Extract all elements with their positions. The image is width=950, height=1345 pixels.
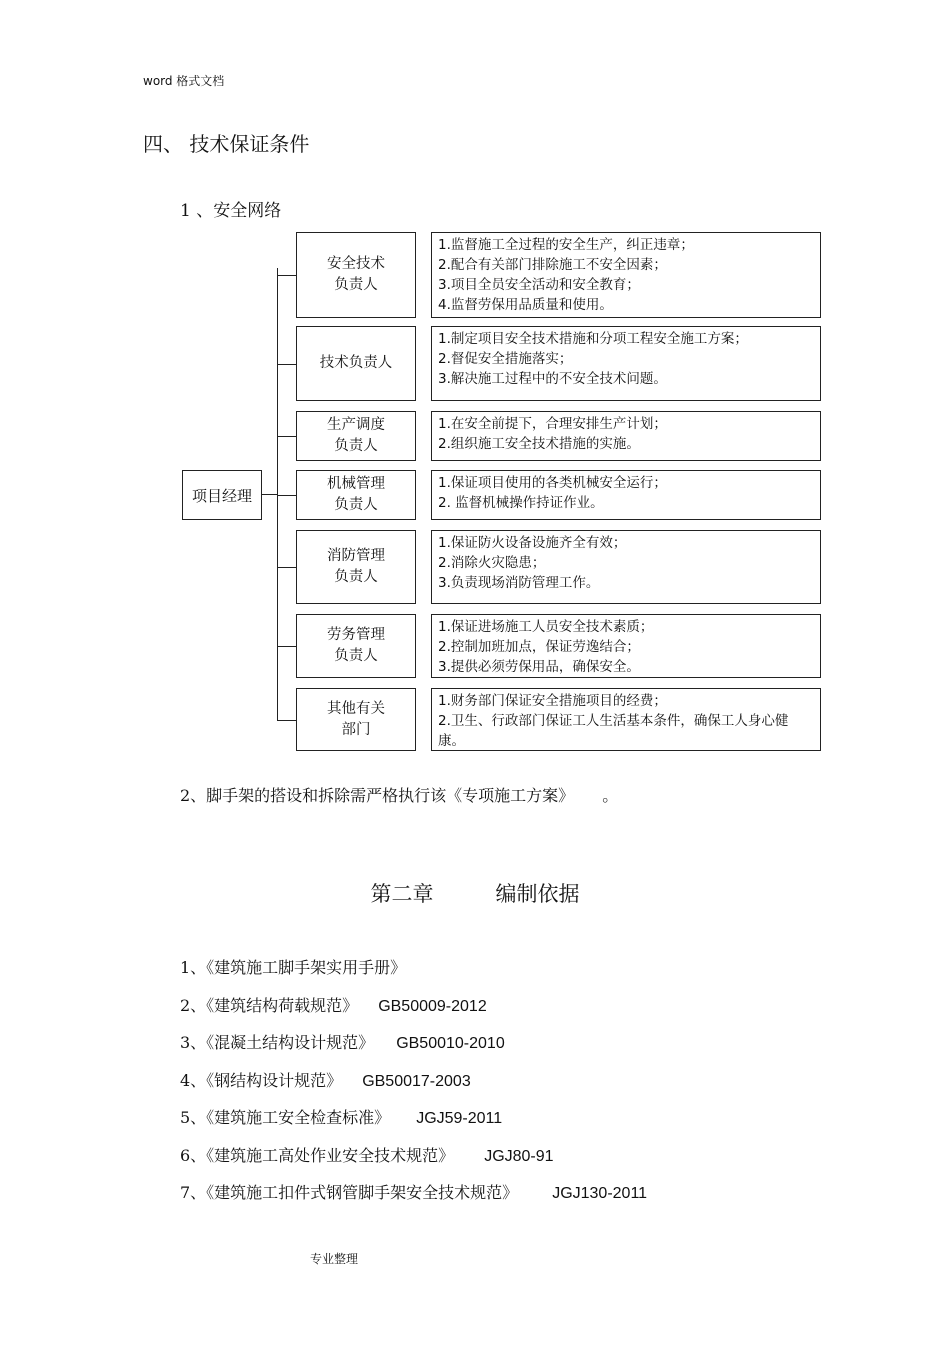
duty-item: 2.控制加班加点，保证劳逸结合； bbox=[438, 639, 640, 655]
connector-branch bbox=[277, 275, 296, 276]
reference-item bbox=[180, 1032, 647, 1070]
role-box: 消防管理 负责人 bbox=[296, 530, 416, 604]
reference-title: 1、《建筑施工脚手架实用手册》 bbox=[180, 958, 407, 977]
duty-item: 1.保证项目使用的各类机械安全运行； bbox=[438, 475, 667, 491]
duty-item: 2. 监督机械操作持证作业。 bbox=[438, 495, 604, 511]
duty-box bbox=[431, 530, 821, 604]
duty-box bbox=[431, 232, 821, 318]
page-footer: 专业整理 bbox=[310, 1252, 359, 1266]
role-box: 其他有关 部门 bbox=[296, 688, 416, 751]
duty-item: 2.卫生、行政部门保证工人生活基本条件，确保工人身心健康。 bbox=[438, 713, 789, 749]
duty-box bbox=[431, 326, 821, 401]
reference-code: GB50017-2003 bbox=[362, 1072, 471, 1090]
reference-title: 7、《建筑施工扣件式钢管脚手架安全技术规范》 bbox=[180, 1183, 519, 1202]
reference-code: GB50010-2010 bbox=[396, 1035, 505, 1052]
duty-item: 1.在安全前提下，合理安排生产计划； bbox=[438, 416, 667, 432]
reference-code: JGJ59-2011 bbox=[416, 1110, 503, 1127]
reference-title: 4、《钢结构设计规范》 bbox=[180, 1070, 343, 1090]
duty-item: 2.组织施工安全技术措施的实施。 bbox=[438, 436, 640, 452]
reference-title: 3、《混凝土结构设计规范》 bbox=[180, 1033, 375, 1052]
reference-title: 2、《建筑结构荷载规范》 bbox=[180, 995, 359, 1015]
duty-item: 1.监督施工全过程的安全生产，纠正违章； bbox=[438, 237, 694, 253]
scaffold-note-tail: 。 bbox=[602, 786, 619, 805]
chapter-title: 编制依据 bbox=[495, 882, 580, 906]
section-title: 四、 技术保证条件 bbox=[143, 132, 310, 156]
reference-title: 6、《建筑施工高处作业安全技术规范》 bbox=[180, 1145, 455, 1165]
reference-code: JGJ80-91 bbox=[484, 1147, 554, 1165]
duty-box bbox=[431, 614, 821, 678]
role-box: 安全技术 负责人 bbox=[296, 232, 416, 318]
duty-item: 1.财务部门保证安全措施项目的经费； bbox=[438, 693, 667, 709]
reference-item bbox=[180, 1070, 647, 1108]
reference-code: JGJ130-2011 bbox=[552, 1185, 648, 1202]
duty-item: 3.负责现场消防管理工作。 bbox=[438, 575, 600, 591]
duty-item: 1.保证进场施工人员安全技术素质； bbox=[438, 619, 654, 635]
duty-item: 1.保证防火设备设施齐全有效； bbox=[438, 535, 627, 551]
reference-code: GB50009-2012 bbox=[378, 997, 487, 1015]
duty-item: 2.消除火灾隐患； bbox=[438, 555, 546, 571]
subsection-scaffold-note bbox=[180, 783, 618, 806]
role-box: 机械管理 负责人 bbox=[296, 470, 416, 520]
reference-item bbox=[180, 1107, 647, 1145]
reference-item bbox=[180, 957, 647, 995]
role-box: 劳务管理 负责人 bbox=[296, 614, 416, 678]
duty-item: 3.解决施工过程中的不安全技术问题。 bbox=[438, 371, 667, 387]
connector-trunk bbox=[277, 268, 278, 720]
scaffold-note-text: 2、脚手架的搭设和拆除需严格执行该《专项施工方案》 bbox=[180, 786, 575, 805]
connector-branch bbox=[277, 720, 296, 721]
duty-item: 3.项目全员安全活动和安全教育； bbox=[438, 277, 640, 293]
connector-branch bbox=[277, 436, 296, 437]
reference-item bbox=[180, 995, 647, 1033]
duty-box bbox=[431, 470, 821, 520]
duty-box bbox=[431, 688, 821, 751]
duty-item: 4.监督劳保用品质量和使用。 bbox=[438, 297, 613, 313]
subsection-title-safety-network: 1 、安全网络 bbox=[180, 201, 282, 221]
reference-list bbox=[180, 957, 647, 1220]
reference-item bbox=[180, 1182, 647, 1220]
connector-branch bbox=[277, 364, 296, 365]
chapter-number: 第二章 bbox=[370, 882, 434, 906]
duty-item: 3.提供必须劳保用品，确保安全。 bbox=[438, 659, 640, 675]
duty-box bbox=[431, 411, 821, 461]
page-header: word 格式文档 bbox=[143, 74, 225, 88]
connector-root bbox=[262, 494, 278, 495]
connector-branch bbox=[277, 567, 296, 568]
role-box: 生产调度 负责人 bbox=[296, 411, 416, 461]
duty-item: 1.制定项目安全技术措施和分项工程安全施工方案； bbox=[438, 331, 748, 347]
project-manager-box: 项目经理 bbox=[182, 470, 262, 520]
duty-item: 2.配合有关部门排除施工不安全因素； bbox=[438, 257, 667, 273]
reference-title: 5、《建筑施工安全检查标准》 bbox=[180, 1108, 391, 1127]
duty-item: 2.督促安全措施落实； bbox=[438, 351, 573, 367]
role-box: 技术负责人 bbox=[296, 326, 416, 401]
chapter-heading bbox=[0, 878, 950, 908]
connector-branch bbox=[277, 646, 296, 647]
reference-item bbox=[180, 1145, 647, 1183]
connector-branch bbox=[277, 495, 296, 496]
